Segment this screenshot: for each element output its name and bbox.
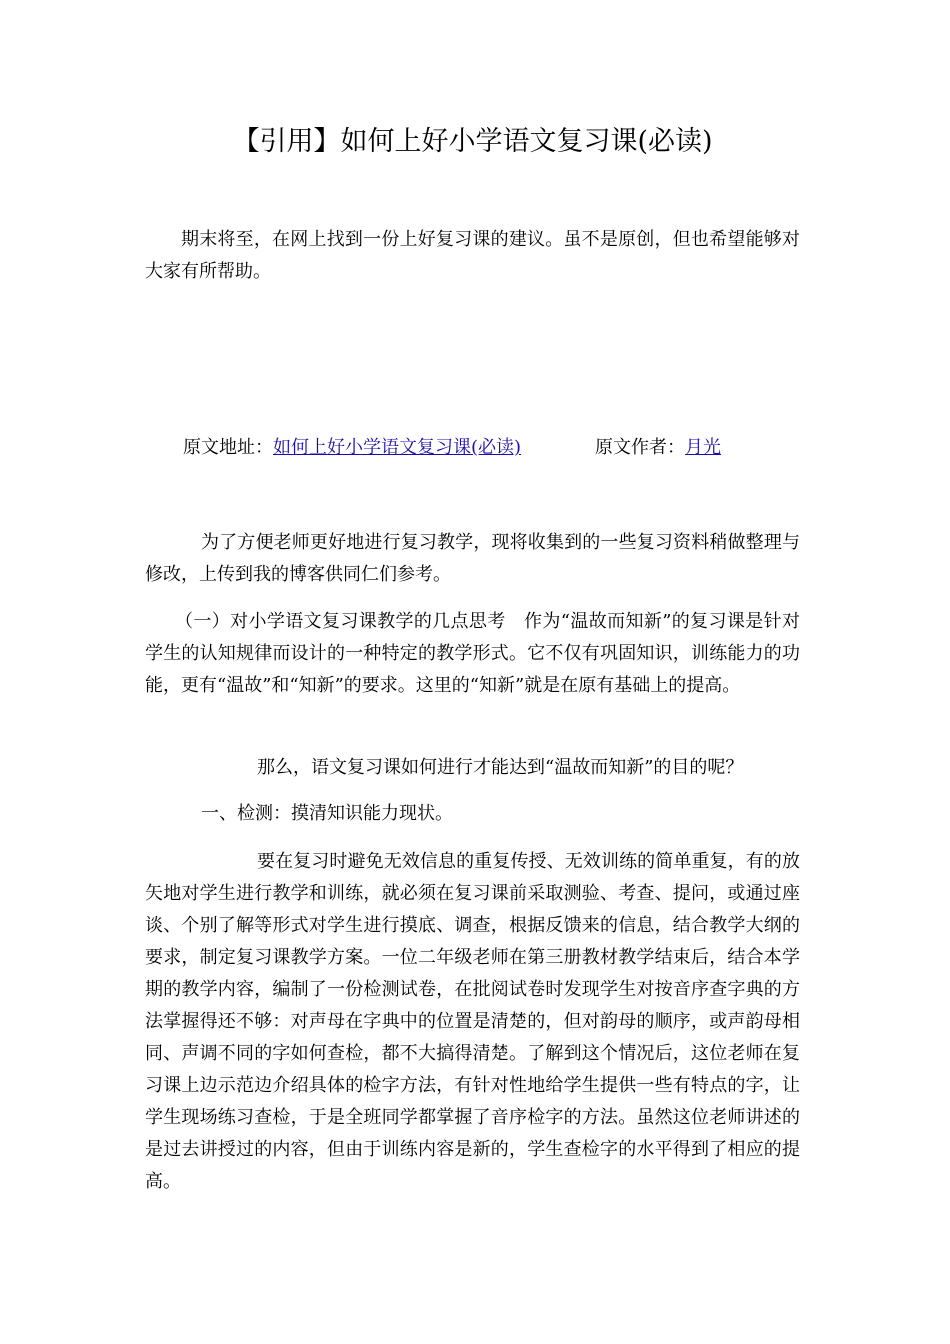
source-address-label: 原文地址： (183, 437, 273, 458)
question-paragraph: 那么，语文复习课如何进行才能达到“温故而知新”的目的呢？ (257, 757, 744, 778)
purpose-paragraph: 为了方便老师更好地进行复习教学，现将收集到的一些复习资料稍做整理与修改，上传到我的博客供同仁们参考。 (145, 532, 800, 585)
source-address-link[interactable]: 如何上好小学语文复习课(必读) (273, 437, 522, 458)
reflection-paragraph: （一）对小学语文复习课教学的几点思考 作为“温故而知新”的复习课是针对学生的认知规律而设计的一种特定的教学形式。它不仅有巩固知识，训练能力的功能，更有“温故”和“知新”的要求。这里的“知新”就是在原有基础上的提高。 (145, 611, 800, 696)
section-heading-1: 一、检测：摸清知识能力现状。 (201, 803, 453, 824)
source-author-link[interactable]: 月光 (685, 437, 722, 458)
document-title: 【引用】如何上好小学语文复习课(必读) (232, 126, 713, 157)
intro-paragraph: 期末将至，在网上找到一份上好复习课的建议。虽不是原创，但也希望能够对大家有所帮助。 (145, 229, 800, 282)
section-body-1: 要在复习时避免无效信息的重复传授、无效训练的简单重复，有的放矢地对学生进行教学和训练，就必须在复习课前采取测验、考查、提问，或通过座谈、个别了解等形式对学生进行摸底、调查，根据反馈来的信息，结合教学大纲的要求，制定复习课教学方案。一位二年级老师在第三册教材教学结束后，结合本学期的教学内容，编制了一份检测试卷，在批阅试卷时发现学生对按音序查字典的方法掌握得还不够：对声母在字典中的位置是清楚的，但对韵母的顺序，或声韵母相同、声调不同的字如何查检，都不大搞得清楚。了解到这个情况后，这位老师在复习课上边示范边介绍具体的检字方法，有针对性地给学生提供一些有特点的字，让学生现场练习查检，于是全班同学都掌握了音序检字的方法。虽然这位老师讲述的是过去讲授过的内容，但由于训练内容是新的，学生查检字的水平得到了相应的提高。 (145, 851, 800, 1192)
source-author-label: 原文作者： (595, 437, 686, 458)
source-info (183, 432, 800, 464)
